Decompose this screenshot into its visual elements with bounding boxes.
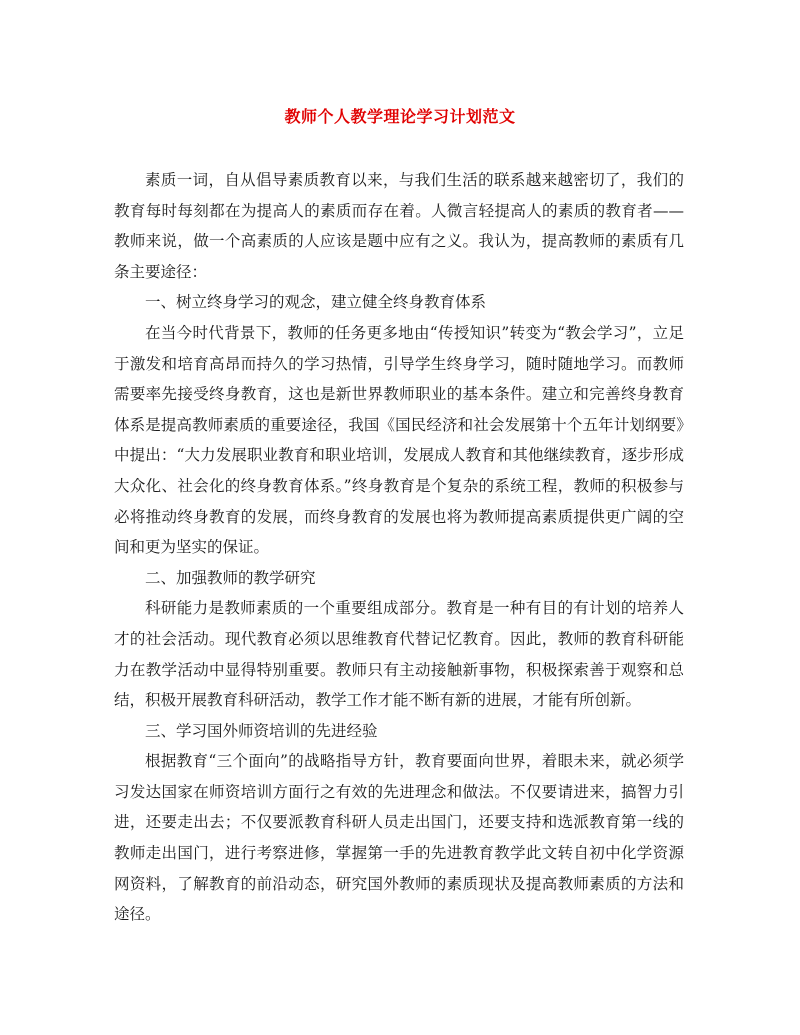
section-heading-1: 一、树立终身学习的观念，建立健全终身教育体系 — [145, 293, 487, 312]
paragraph-section-3: 根据教育“三个面向”的战略指导方针，教育要面向世界，着眼未来，就必须学习发达国家在师资培训方面行之有效的先进理念和做法。不仅要请进来，搞智力引进，还要走出去；不仅要派教育科研人员走出国门，还要支持和选派教育第一线的教师走出国门，进行考察进修，掌握第一手的先进教育教学此文转自初中化学资源网资料，了解教育的前沿动态，研究国外教师的素质现状及提高教师素质的方法和途径。 — [114, 752, 684, 924]
paragraph-intro: 素质一词，自从倡导素质教育以来，与我们生活的联系越来越密切了，我们的教育每时每刻都在为提高人的素质而存在着。人微言轻提高人的素质的教育者——教师来说，做一个高素质的人应该是题中应有之义。我认为，提高教师的素质有几条主要途径： — [114, 171, 684, 281]
paragraph-section-2: 科研能力是教师素质的一个重要组成部分。教育是一种有目的有计划的培养人才的社会活动。现代教育必须以思维教育代替记忆教育。因此，教师的教育科研能力在教学活动中显得特别重要。教师只有主动接触新事物，积极探索善于观察和总结，积极开展教育科研活动，教学工作才能不断有新的进展，才能有所创新。 — [114, 599, 684, 710]
document-title: 教师个人教学理论学习计划范文 — [284, 107, 516, 126]
section-heading-3: 三、学习国外师资培训的先进经验 — [145, 721, 378, 740]
document-body — [114, 165, 684, 930]
paragraph-section-1: 在当今时代背景下，教师的任务更多地由“传授知识”转变为“教会学习”，立足于激发和培育高昂而持久的学习热情，引导学生终身学习，随时随地学习。而教师需要率先接受终身教育，这也是新世界教师职业的基本条件。建立和完善终身教育体系是提高教师素质的重要途径，我国《国民经济和社会发展第十个五年计划纲要》中提出：“大力发展职业教育和职业培训，发展成人教育和其他继续教育，逐步形成大众化、社会化的终身教育体系。”终身教育是个复杂的系统工程，教师的积极参与必将推动终身教育的发展，而终身教育的发展也将为教师提高素质提供更广阔的空间和更为坚实的保证。 — [114, 323, 684, 557]
section-heading-2: 二、加强教师的教学研究 — [145, 568, 316, 587]
